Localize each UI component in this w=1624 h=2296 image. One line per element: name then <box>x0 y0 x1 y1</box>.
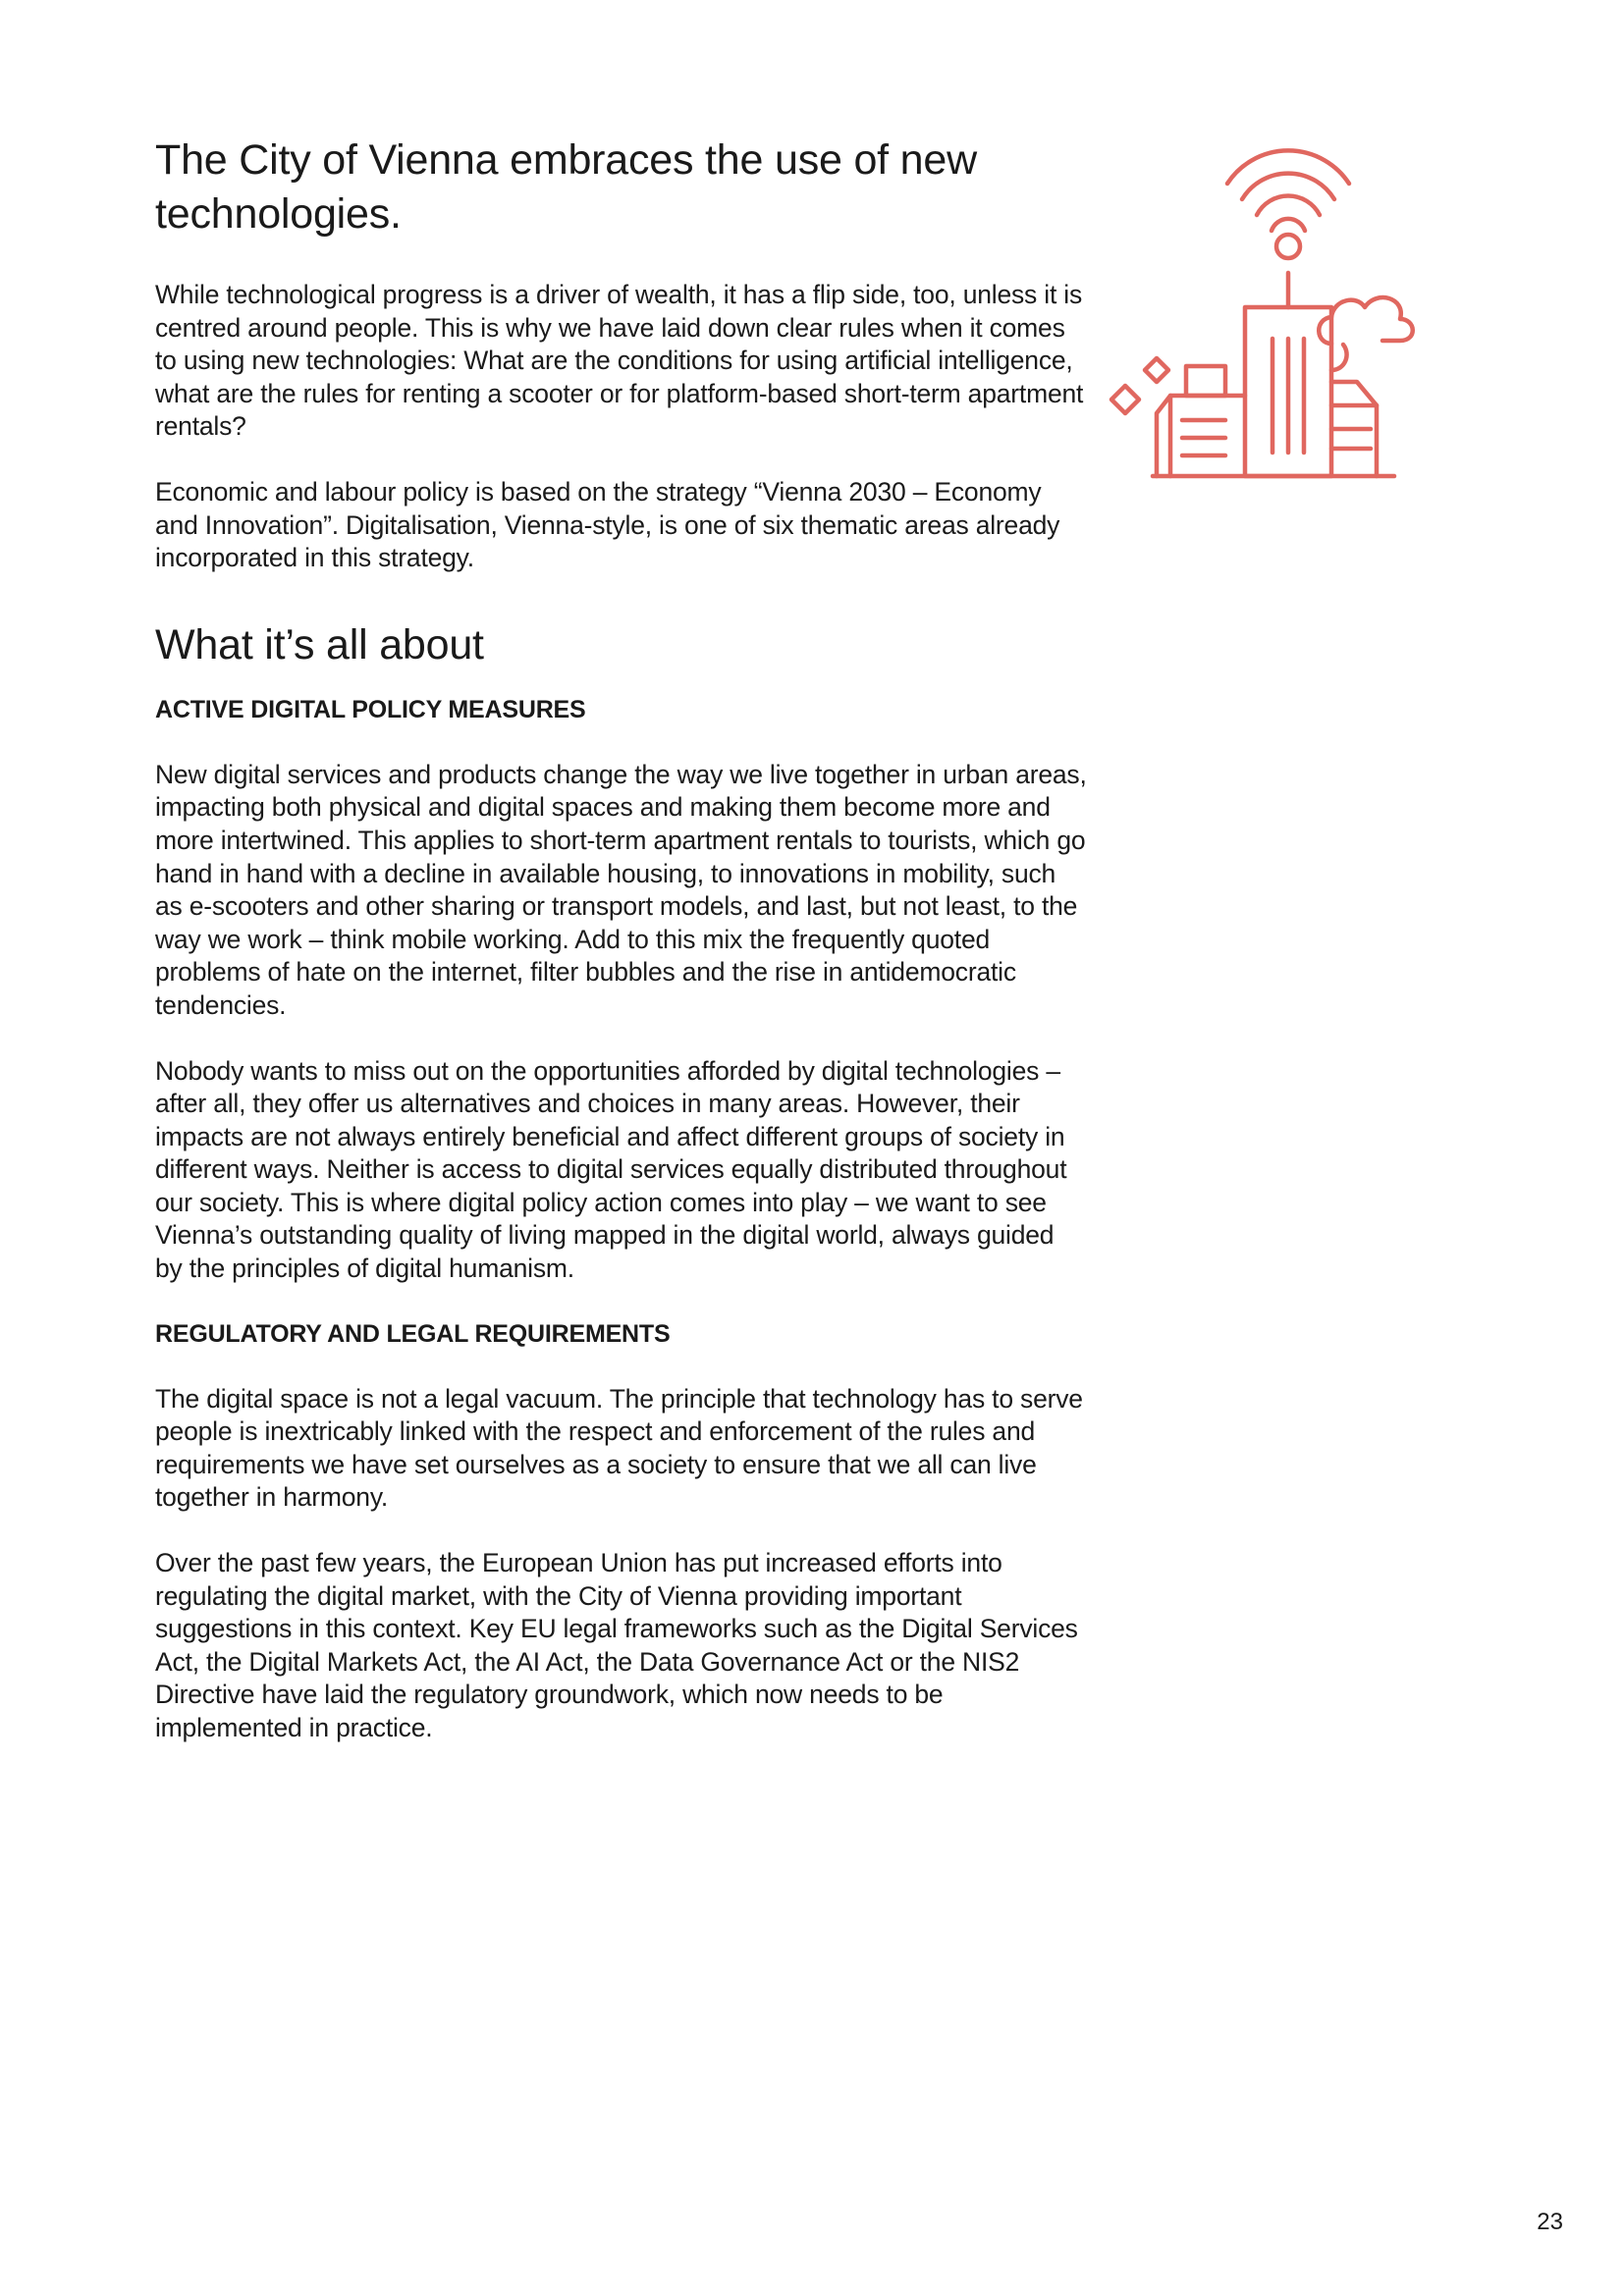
page-number: 23 <box>1537 2209 1563 2235</box>
intro-paragraph-2: Economic and labour policy is based on the strategy “Vienna 2030 – Economy and Innovation”. Digitalisation, Vienna-style, is one of six thematic areas already incorporated in this strategy. <box>155 476 1060 573</box>
policy-paragraph-1: New digital services and products change the way we live together in urban areas, impacting both physical and digital spaces and making them become more and more intertwined. This applies to short-term apartment rentals to tourists, which go hand in hand with a decline in available housing, to innovations in mobility, such as e-scooters and other sharing or transport models, and last, but not least, to the way we work – think mobile working. Add to this mix the frequently quoted problems of hate on the internet, filter bubbles and the rise in antidemocratic tendencies. <box>155 759 1087 1020</box>
policy-paragraph-2: Nobody wants to miss out on the opportunities afforded by digital technologies – after all, they offer us alternatives and choices in many areas. However, their impacts are not always entirely beneficial and affect different groups of society in different ways. Neither is access to digital services equally distributed throughout our society. This is where digital policy action comes into play – we want to see Vienna’s outstanding quality of living mapped in the digital world, always guided by the principles of digital humanism. <box>155 1055 1067 1284</box>
subheading-regulatory-legal: REGULATORY AND LEGAL REQUIREMENTS <box>155 1319 671 1348</box>
subheading-active-digital-policy: ACTIVE DIGITAL POLICY MEASURES <box>155 695 586 723</box>
regulatory-paragraph-1: The digital space is not a legal vacuum. The principle that technology has to serve people is inextricably linked with the respect and enforcement of the rules and requirements we have set ourselves as a society to ensure that we all can live together in harmony. <box>155 1383 1083 1513</box>
page-content <box>155 133 1088 1778</box>
section-title-new-technologies: The City of Vienna embraces the use of new technologies. <box>155 136 977 238</box>
smart-city-wifi-icon <box>1100 142 1453 491</box>
section-title-what-its-about: What it’s all about <box>155 620 484 668</box>
intro-paragraph-1: While technological progress is a driver of wealth, it has a flip side, too, unless it is centred around people. This is why we have laid down clear rules when it comes to using new technologies: What are the conditions for using artificial intelligence, what are the rules for renting a scooter or for platform-based short-term apartment rentals? <box>155 280 1084 442</box>
regulatory-paragraph-2: Over the past few years, the European Union has put increased efforts into regulating the digital market, with the City of Vienna providing important suggestions in this context. Key EU legal frameworks such as the Digital Services Act, the Digital Markets Act, the AI Act, the Data Governance Act or the NIS2 Directive have laid the regulatory groundwork, which now needs to be implemented in practice. <box>155 1548 1078 1742</box>
